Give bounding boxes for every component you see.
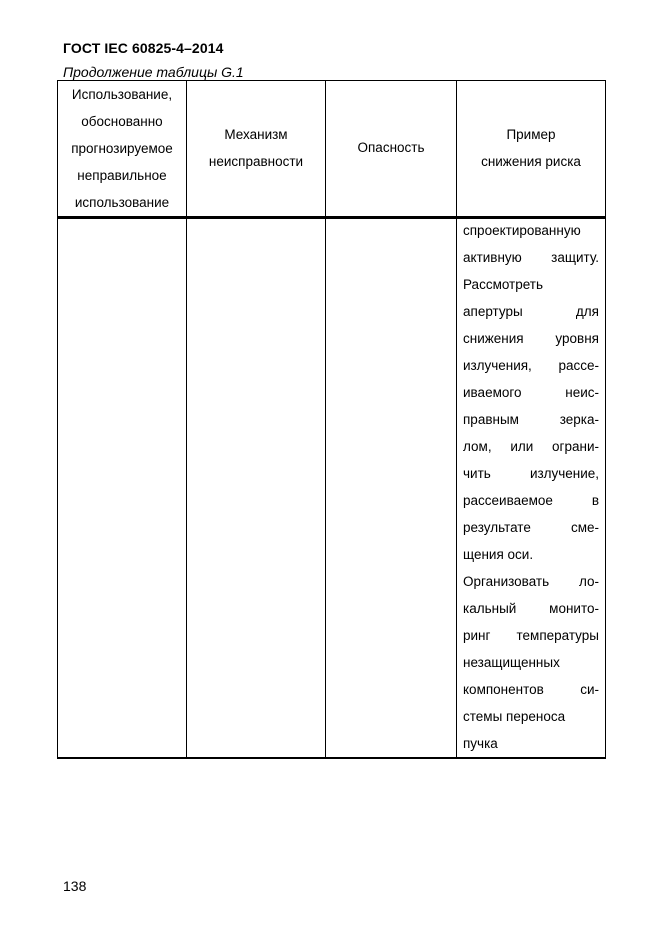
example-line: снижения уровня <box>463 331 599 346</box>
example-line: активную защиту. <box>463 250 599 265</box>
header-use-misuse-label: Использование, обоснованно прогнозируемое неправильное использование <box>71 87 173 210</box>
table-body <box>58 218 606 759</box>
table-caption: Продолжение таблицы G.1 <box>63 64 244 80</box>
example-line: щения оси. <box>463 547 534 562</box>
example-line: рассеиваемое в <box>463 493 599 508</box>
example-line: Организовать ло- <box>463 574 599 589</box>
header-use-misuse <box>58 81 187 218</box>
risk-reduction-example-text <box>463 217 599 757</box>
page-number: 138 <box>63 878 87 894</box>
header-risk-reduction-example <box>457 81 606 218</box>
example-line: ринг температуры <box>463 628 599 643</box>
cell-risk-reduction-example <box>457 218 606 759</box>
cell-hazard <box>326 218 457 759</box>
example-line: компонентов си- <box>463 682 599 697</box>
example-line: апертуры для <box>463 304 599 319</box>
table-header <box>58 81 606 218</box>
table-header-row <box>58 81 606 218</box>
example-line: Рассмотреть <box>463 277 544 292</box>
example-line: стемы переноса <box>463 709 566 724</box>
table-row <box>58 218 606 759</box>
example-line: лом, или ограни- <box>463 439 599 454</box>
cell-failure-mechanism <box>187 218 326 759</box>
example-line: результате сме- <box>463 520 599 535</box>
header-failure-mechanism <box>187 81 326 218</box>
example-line: чить излучение, <box>463 466 599 481</box>
hazard-table <box>57 80 606 759</box>
example-line: иваемого неис- <box>463 385 599 400</box>
cell-use-misuse <box>58 218 187 759</box>
example-line: пучка <box>463 736 498 751</box>
header-failure-mechanism-label: Механизм неисправности <box>208 127 304 169</box>
example-line: незащищенных <box>463 655 560 670</box>
header-hazard-label: Опасность <box>357 140 425 156</box>
document-standard-title: ГОСТ IEC 60825-4–2014 <box>63 40 224 56</box>
example-line: спроектированную <box>463 223 581 238</box>
example-line: правным зерка- <box>463 412 599 427</box>
header-risk-reduction-example-label: Пример снижения риска <box>481 127 581 169</box>
example-line: кальный монито- <box>463 601 599 616</box>
header-hazard <box>326 81 457 218</box>
example-line: излучения, рассе- <box>463 358 599 373</box>
